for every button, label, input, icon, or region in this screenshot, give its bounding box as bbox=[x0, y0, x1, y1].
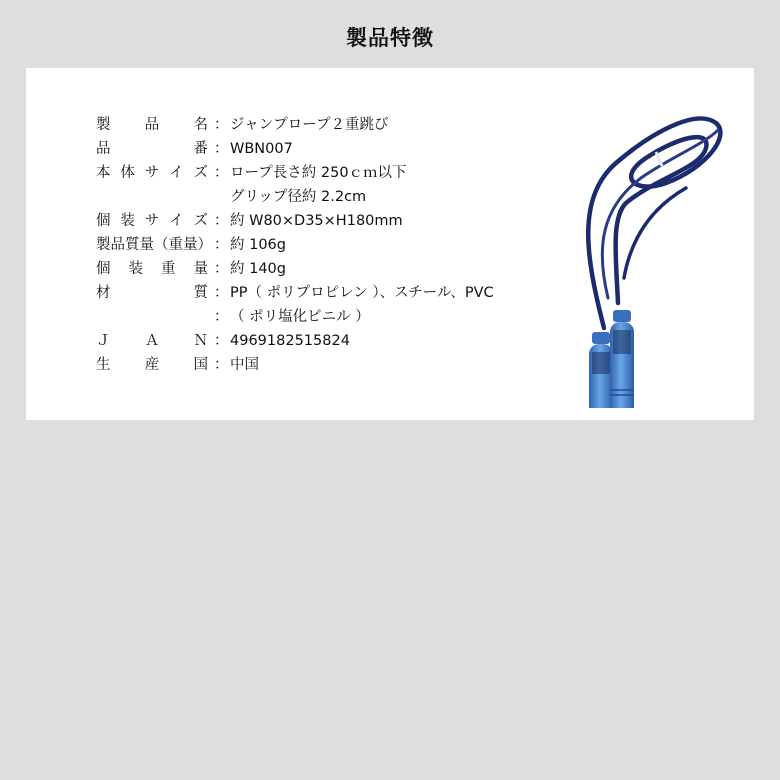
spec-colon: ： bbox=[214, 285, 229, 301]
spec-label bbox=[96, 161, 214, 185]
spec-label-char: ズ bbox=[193, 165, 208, 181]
spec-label bbox=[96, 233, 214, 257]
spec-colon: ： bbox=[214, 213, 229, 229]
spec-row bbox=[96, 281, 494, 305]
spec-label-char: 装 bbox=[120, 213, 135, 229]
spec-value: （ ポリ塩化ビニル ） bbox=[230, 309, 370, 325]
spec-label-char: 本 bbox=[96, 165, 111, 181]
right-handle bbox=[610, 310, 634, 408]
spec-label-char: サ bbox=[144, 165, 160, 181]
spec-label-char: 量 bbox=[193, 261, 208, 277]
spec-label-char: イ bbox=[169, 165, 184, 181]
spec-label bbox=[96, 209, 214, 233]
spec-label-char: ズ bbox=[193, 213, 208, 229]
spec-row bbox=[96, 209, 494, 233]
spec-colon: ： bbox=[214, 117, 229, 133]
spec-label-char: 生 bbox=[96, 357, 111, 373]
spec-label-char: 産 bbox=[144, 357, 160, 373]
spec-label-char: 個 bbox=[96, 213, 111, 229]
spec-label bbox=[96, 113, 214, 137]
spec-label bbox=[96, 281, 214, 305]
spec-table bbox=[96, 113, 494, 377]
spec-label-char: 品 bbox=[96, 141, 111, 157]
spec-value: WBN007 bbox=[230, 141, 293, 157]
spec-label-char: Ｊ bbox=[96, 333, 111, 349]
spec-label-char: 個 bbox=[96, 261, 111, 277]
spec-row bbox=[96, 257, 494, 281]
spec-label-char: 品 bbox=[144, 117, 160, 133]
spec-label bbox=[96, 185, 214, 209]
spec-colon bbox=[214, 185, 228, 209]
spec-colon: ： bbox=[214, 261, 229, 277]
spec-row bbox=[96, 137, 494, 161]
spec-value: ジャンプロープ２重跳び bbox=[230, 117, 389, 133]
spec-label-char: 番 bbox=[193, 141, 208, 157]
spec-colon: ： bbox=[214, 237, 229, 253]
spec-label bbox=[96, 353, 214, 377]
spec-colon: ： bbox=[214, 141, 229, 157]
spec-value: ロープ長さ約 250ｃｍ以下 bbox=[230, 165, 407, 181]
spec-colon: ： bbox=[214, 333, 229, 349]
spec-row bbox=[96, 113, 494, 137]
spec-label-char: 質 bbox=[193, 285, 208, 301]
spec-label-char: サ bbox=[144, 213, 160, 229]
spec-row bbox=[96, 185, 494, 209]
spec-label-char: イ bbox=[169, 213, 184, 229]
spec-colon: ： bbox=[214, 357, 229, 373]
spec-label-char: 装 bbox=[128, 261, 143, 277]
spec-label-char: Ｎ bbox=[193, 333, 208, 349]
spec-row bbox=[96, 161, 494, 185]
spec-label bbox=[96, 305, 214, 329]
spec-label-char: 名 bbox=[193, 117, 208, 133]
spec-value: PP（ ポリプロピレン ）、スチール、PVC bbox=[230, 285, 494, 301]
spec-label-char: 体 bbox=[120, 165, 135, 181]
jump-rope-image bbox=[556, 108, 736, 408]
spec-value: 約 140g bbox=[230, 261, 286, 277]
spec-row bbox=[96, 233, 494, 257]
spec-label bbox=[96, 257, 214, 281]
left-handle bbox=[589, 332, 613, 408]
spec-card bbox=[26, 68, 754, 420]
spec-value: 約 W80×D35×H180mm bbox=[230, 213, 403, 229]
spec-label-char: 国 bbox=[193, 357, 208, 373]
spec-row bbox=[96, 353, 494, 377]
spec-value: 4969182515824 bbox=[230, 333, 350, 349]
spec-row bbox=[96, 305, 494, 329]
spec-colon: ： bbox=[214, 165, 229, 181]
spec-label-char: 重 bbox=[161, 261, 176, 277]
spec-value: 約 106g bbox=[230, 237, 286, 253]
spec-label bbox=[96, 329, 214, 353]
spec-value: 中国 bbox=[230, 357, 259, 373]
spec-label-char: 製品質量（重量） bbox=[96, 237, 212, 253]
spec-label-char: 製 bbox=[96, 117, 111, 133]
spec-label-char: Ａ bbox=[144, 333, 160, 349]
page-title: 製品特徴 bbox=[346, 26, 434, 50]
spec-label bbox=[96, 137, 214, 161]
spec-value: グリップ径約 2.2cm bbox=[230, 189, 367, 205]
spec-label-char: 材 bbox=[96, 285, 111, 301]
spec-colon: ： bbox=[214, 309, 229, 325]
spec-row bbox=[96, 329, 494, 353]
